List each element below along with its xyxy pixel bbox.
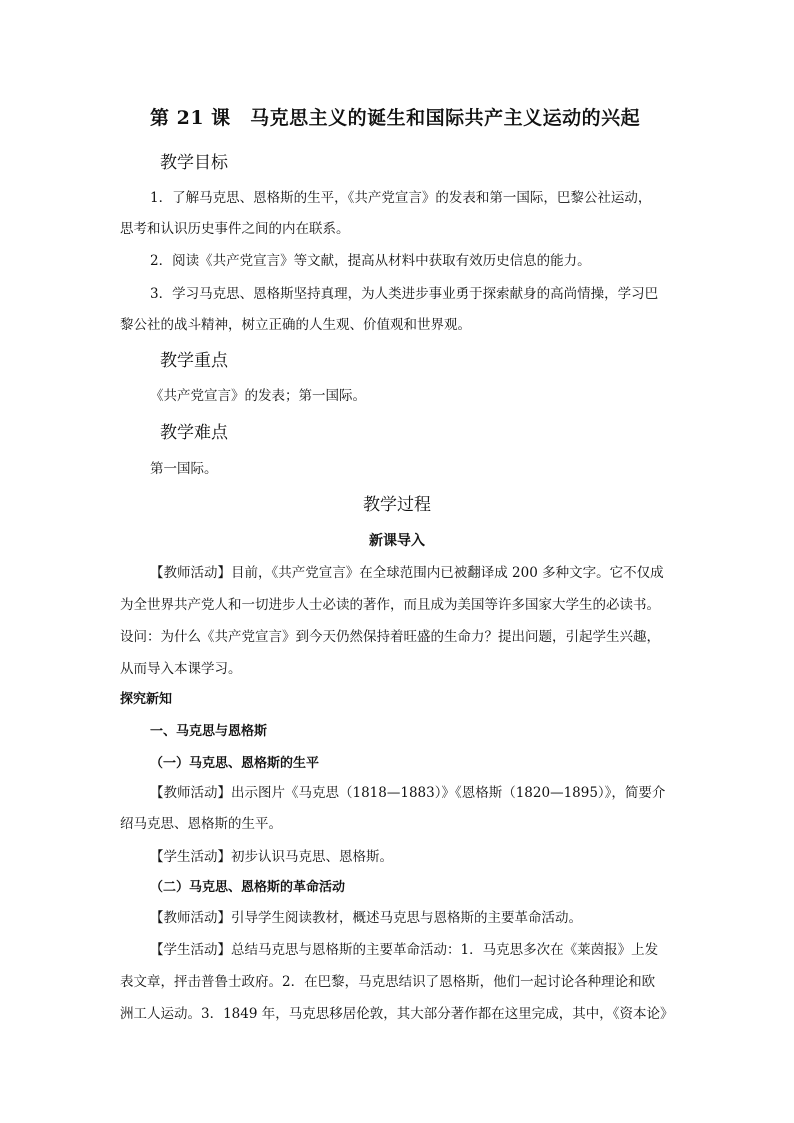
- sub2-student-line-2: 表文章，抨击普鲁士政府。2．在巴黎，马克思结识了恩格斯，他们一起讨论各种理论和欧: [120, 974, 656, 990]
- process-heading: 教学过程: [363, 495, 431, 515]
- sub2-teacher: 【教师活动】引导学生阅读教材，概述马克思与恩格斯的主要革命活动。: [150, 910, 582, 926]
- sub1-teacher-line-1: 【教师活动】出示图片《马克思（1818—1883）》《恩格斯（1820—1895）》，简要介: [150, 785, 666, 801]
- intro-line-3: 设问：为什么《共产党宣言》到今天仍然保持着旺盛的生命力？提出问题，引起学生兴趣，: [120, 629, 660, 645]
- intro-line-1: 【教师活动】目前，《共产党宣言》在全球范围内已被翻译成 200 多种文字。它不仅成: [150, 565, 664, 581]
- sub2-student-line-3: 洲工人运动。3．1849 年，马克思移居伦敦，其大部分著作都在这里完成，其中，《资本论》: [120, 1006, 674, 1022]
- difficulty-heading: 教学难点: [160, 423, 228, 443]
- sub1-student: 【学生活动】初步认识马克思、恩格斯。: [150, 849, 393, 865]
- section-1-heading: 一、马克思与恩格斯: [150, 724, 268, 739]
- intro-line-4: 从而导入本课学习。: [120, 661, 242, 677]
- subsection-1-heading: （一）马克思、恩格斯的生平: [150, 756, 320, 771]
- intro-line-2: 为全世界共产党人和一切进步人士必读的著作，而且成为美国等许多国家大学生的必读书。: [120, 597, 660, 613]
- goals-heading: 教学目标: [160, 153, 228, 173]
- goal-1-line-1: 1．了解马克思、恩格斯的生平，《共产党宣言》的发表和第一国际，巴黎公社运动，: [150, 190, 652, 206]
- sub1-teacher-line-2: 绍马克思、恩格斯的生平。: [120, 816, 282, 832]
- intro-heading: 新课导入: [369, 533, 425, 549]
- focus-heading: 教学重点: [160, 351, 228, 371]
- explore-heading: 探究新知: [120, 692, 173, 707]
- goal-3-line-1: 3．学习马克思、恩格斯坚持真理，为人类进步事业勇于探索献身的高尚情操，学习巴: [150, 286, 659, 302]
- goal-1-line-2: 思考和认识历史事件之间的内在联系。: [120, 221, 350, 237]
- goal-2: 2．阅读《共产党宣言》等文献，提高从材料中获取有效历史信息的能力。: [150, 253, 591, 269]
- sub2-student-line-1: 【学生活动】总结马克思与恩格斯的主要革命活动：1．马克思多次在《莱茵报》上发: [150, 942, 659, 958]
- subsection-2-heading: （二）马克思、恩格斯的革命活动: [150, 880, 346, 895]
- difficulty-text: 第一国际。: [150, 461, 218, 477]
- goal-3-line-2: 黎公社的战斗精神，树立正确的人生观、价值观和世界观。: [120, 317, 471, 333]
- focus-text: 《共产党宣言》的发表；第一国际。: [150, 388, 366, 404]
- lesson-title: 第 21 课 马克思主义的诞生和国际共产主义运动的兴起: [150, 107, 641, 129]
